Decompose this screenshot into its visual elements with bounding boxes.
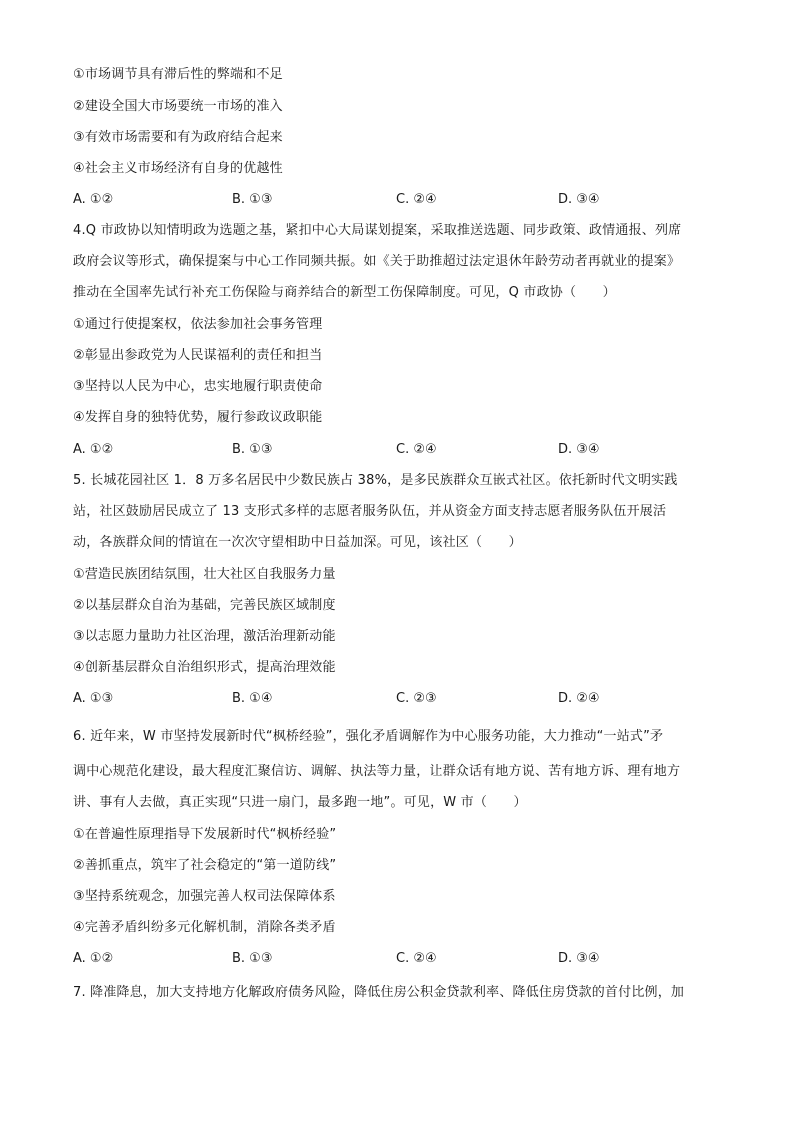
q4-option-c: C. ②④ — [396, 442, 437, 457]
q4-item-3: ③坚持以人民为中心，忠实地履行职责使命 — [73, 379, 323, 394]
q3-item-2: ②建设全国大市场要统一市场的准入 — [73, 99, 283, 114]
q6-option-b: B. ①③ — [232, 951, 273, 966]
q6-option-d: D. ③④ — [558, 951, 600, 966]
q5-stem-line-3: 动，各族群众间的情谊在一次次守望相助中日益加深。可见，该社区（ ） — [73, 535, 522, 550]
q4-item-2: ②彰显出参政党为人民谋福利的责任和担当 — [73, 348, 323, 363]
q3-option-a: A. ①② — [73, 192, 114, 207]
q4-option-a: A. ①② — [73, 442, 114, 457]
q3-option-c: C. ②④ — [396, 192, 437, 207]
q3-item-4: ④社会主义市场经济有自身的优越性 — [73, 161, 283, 176]
q4-option-b: B. ①③ — [232, 442, 273, 457]
q3-item-1: ①市场调节具有滞后性的弊端和不足 — [73, 67, 283, 82]
q6-item-1: ①在普遍性原理指导下发展新时代“枫桥经验” — [73, 827, 337, 842]
q6-option-a: A. ①② — [73, 951, 114, 966]
q4-item-4: ④发挥自身的独特优势，履行参政议政职能 — [73, 410, 323, 425]
q5-item-1: ①营造民族团结氛围，壮大社区自我服务力量 — [73, 567, 336, 582]
q6-stem-line-3: 讲、事有人去做，真正实现“只进一扇门，最多跑一地”。可见，W 市（ ） — [73, 795, 527, 810]
q7-stem-line-1: 7. 降准降息，加大支持地方化解政府债务风险，降低住房公积金贷款利率、降低住房贷款的首付比例，加 — [73, 985, 685, 1000]
q3-item-3: ③有效市场需要和有为政府结合起来 — [73, 130, 283, 145]
q5-item-4: ④创新基层群众自治组织形式，提高治理效能 — [73, 660, 336, 675]
q6-option-c: C. ②④ — [396, 951, 437, 966]
q6-item-4: ④完善矛盾纠纷多元化解机制，消除各类矛盾 — [73, 920, 336, 935]
q5-item-3: ③以志愿力量助力社区治理，激活治理新动能 — [73, 629, 336, 644]
q3-option-b: B. ①③ — [232, 192, 273, 207]
q5-stem-line-2: 站，社区鼓励居民成立了 13 支形式多样的志愿者服务队伍，并从资金方面支持志愿者服务队伍开展活 — [73, 504, 667, 519]
q5-stem-line-1: 5. 长城花园社区 1．8 万多名居民中少数民族占 38%，是多民族群众互嵌式社区。依托新时代文明实践 — [73, 473, 678, 488]
q6-stem-line-1: 6. 近年来，W 市坚持发展新时代“枫桥经验”，强化矛盾调解作为中心服务功能，大力推动“一站式”矛 — [73, 729, 664, 744]
q5-option-b: B. ①④ — [232, 691, 273, 706]
q3-option-d: D. ③④ — [558, 192, 600, 207]
q4-stem-line-3: 推动在全国率先试行补充工伤保险与商养结合的新型工伤保障制度。可见，Q 市政协（ ） — [73, 285, 616, 300]
q6-item-2: ②善抓重点，筑牢了社会稳定的“第一道防线” — [73, 858, 337, 873]
q4-stem-line-1: 4.Q 市政协以知情明政为选题之基，紧扣中心大局谋划提案，采取推送选题、同步政策、政情通报、列席 — [73, 223, 682, 238]
q4-item-1: ①通过行使提案权，依法参加社会事务管理 — [73, 317, 323, 332]
q5-option-a: A. ①③ — [73, 691, 114, 706]
q5-option-d: D. ②④ — [558, 691, 600, 706]
q5-option-c: C. ②③ — [396, 691, 437, 706]
q5-item-2: ②以基层群众自治为基础，完善民族区域制度 — [73, 598, 336, 613]
q6-item-3: ③坚持系统观念，加强完善人权司法保障体系 — [73, 889, 336, 904]
q4-stem-line-2: 政府会议等形式，确保提案与中心工作同频共振。如《关于助推超过法定退休年龄劳动者再就业的提案》 — [73, 254, 681, 269]
q4-option-d: D. ③④ — [558, 442, 600, 457]
q6-stem-line-2: 调中心规范化建设，最大程度汇聚信访、调解、执法等力量，让群众话有地方说、苦有地方诉、理有地方 — [73, 764, 681, 779]
